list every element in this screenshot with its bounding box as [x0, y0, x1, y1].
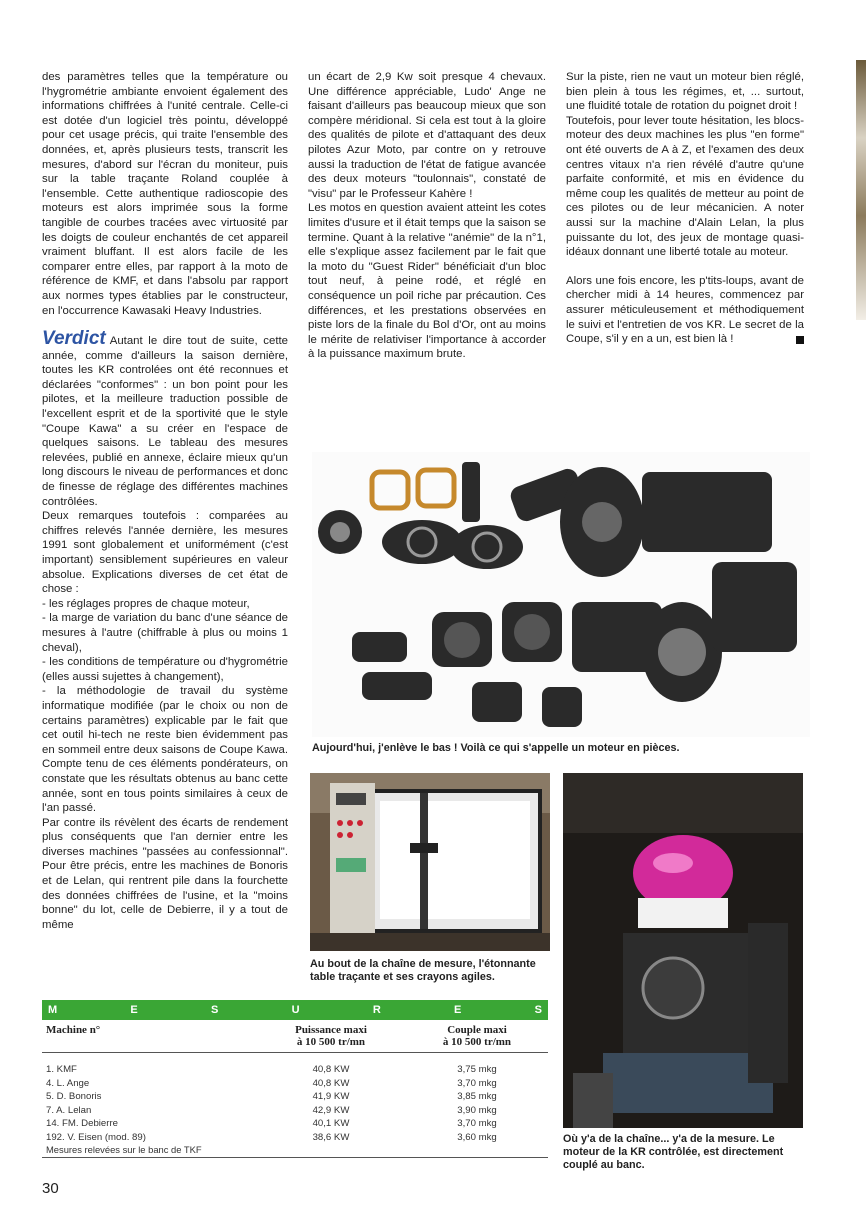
plotter-table-illustration: [310, 773, 550, 951]
column-header-torque: Couple maxi à 10 500 tr/mn: [442, 1024, 512, 1048]
cell-power: 40,8 KW: [312, 1064, 350, 1075]
cell-torque: 3,60 mkg: [457, 1131, 497, 1143]
text-column-1: [42, 70, 288, 932]
cell-power: 41,9 KW: [312, 1091, 350, 1102]
list-item: - la méthodologie de travail du système informatique modifiée (par le choix ou non de certains paramètres) explicable par le fait que cet outil hi-tech ne reste bien évidemment pas en sommeil entre deux saisons de Coupe Kawa. Compte tenu de ces éléments pondérateurs, on constate que les résultats obtenus au banc cette année, sont en tous points similaires à ceux de l'an passé.: [42, 685, 288, 815]
banner-letter: U: [291, 1004, 300, 1016]
cell-torque: 3,75 mkg: [457, 1064, 497, 1075]
cell-machine: 1. KMF: [46, 1064, 77, 1075]
cell-machine: 7. A. Lelan: [46, 1104, 92, 1116]
paragraph: Deux remarques toutefois : comparées au chiffres relevés l'année dernière, les mesures 1991 sont globalement et uniformément (c'est important) sensiblement supérieures en valeur absolue. Explications diverses de cet état de chose :: [42, 510, 288, 596]
engine-parts-photo: [312, 452, 810, 737]
table-body: [42, 1053, 548, 1144]
engine-parts-illustration: [312, 452, 810, 737]
verdict-paragraph: [42, 328, 288, 509]
list-item: - la marge de variation du banc d'une séance de mesures à l'autre (chiffrable à plus ou moins 1 cheval),: [42, 612, 288, 654]
paragraph: des paramètres telles que la température ou l'hygrométrie ambiante envoient également des informations chiffrées à l'unité centrale. Celle-ci est dotée d'un logiciel très pointu, développé pour cet usage précis, qui traite l'ensemble des données, et, après plusieurs tests, transcrit les mesures, d'abord sur l'écran du moniteur, puis sur la table traçante Roland couplée à l'ensemble. Cette authentique radioscopie des moteurs est alors imprimée sous la forme tangible de courbes tracées avec virtuosité par les doigts de couleur enchantés de cet appareil vraiment bluffant. Il est alors facile de les comparer entre elles, par rapport à la moto de référence de KMF, et dans l'absolu par rapport aux normes types établies par le constructeur, en l'occurrence Kawasaki Heavy Industries.: [42, 71, 288, 317]
column-header-machine: Machine n°: [46, 1024, 101, 1036]
table-footnote: Mesures relevées sur le banc de TKF: [42, 1144, 548, 1158]
measurements-table: [42, 1000, 548, 1158]
cell-torque: 3,85 mkg: [457, 1091, 497, 1102]
banner-letter: E: [454, 1004, 462, 1016]
cell-torque: 3,70 mkg: [457, 1118, 497, 1129]
cell-machine: 4. L. Ange: [46, 1077, 90, 1089]
column-header-power: Puissance maxi à 10 500 tr/mn: [295, 1024, 367, 1048]
banner-letter: E: [130, 1004, 138, 1016]
banner-letter: S: [211, 1004, 219, 1016]
cell-torque: 3,90 mkg: [457, 1104, 497, 1116]
cell-power: 40,1 KW: [312, 1118, 350, 1129]
list-item: - les réglages propres de chaque moteur,: [42, 597, 250, 610]
text-column-2: [308, 70, 546, 362]
table-row: [42, 1104, 548, 1118]
dyno-bench-photo: [563, 773, 803, 1128]
paragraph: Sur la piste, rien ne vaut un moteur bien réglé, bien plein à tous les régimes, et, ... surtout, une fluidité totale de rotation du poignet droit !: [566, 71, 804, 113]
paragraph: Par contre ils révèlent des écarts de rendement plus conséquents que l'an dernier entre les diverses machines "passées au confessionnal". Pour être précis, entre les machines de Bonoris et de Lelan, qui rentrent pile dans la fourchette des données chiffrées de l'usine, et la "moins bonne" du lot, celle de Debierre, il y a tout de même: [42, 816, 288, 931]
plotter-table-caption: Au bout de la chaîne de mesure, l'étonnante table traçante et ses crayons agiles.: [310, 958, 536, 983]
banner-letter: M: [48, 1004, 58, 1016]
engine-parts-caption: Aujourd'hui, j'enlève le bas ! Voilà ce qui s'appelle un moteur en pièces.: [312, 742, 680, 754]
end-of-article-mark: [796, 336, 804, 344]
text-column-3: [566, 70, 804, 347]
table-header: [42, 1020, 548, 1053]
cell-machine: 5. D. Bonoris: [46, 1091, 102, 1102]
table-row: [42, 1131, 548, 1145]
table-row: [42, 1063, 548, 1077]
cell-torque: 3,70 mkg: [457, 1077, 497, 1089]
paragraph: Toutefois, pour lever toute hésitation, les blocs-moteur des deux machines les plus "en forme" ont été ouverts de A à Z, et l'examen des deux centres vitaux n'a rien révélé d'autre qu'une parfaite conformité, et mis en évidence du même coup les qualités de metteur au point de ces pilotes ou de leur mécanicien. A noter aussi sur la machine d'Alain Lelan, la plus puissante du lot, des jeux de montage quasi-idéaux donnant une liberté totale au moteur.: [566, 114, 804, 259]
cell-machine: 14. FM. Debierre: [46, 1118, 118, 1129]
dyno-bench-caption: Où y'a de la chaîne... y'a de la mesure. Le moteur de la KR contrôlée, est directement couplé au banc.: [563, 1133, 784, 1171]
cell-power: 38,6 KW: [312, 1131, 350, 1143]
plotter-table-photo: [310, 773, 550, 951]
cell-machine: 192. V. Eisen (mod. 89): [46, 1131, 146, 1143]
table-row: [42, 1117, 548, 1131]
table-row: [42, 1090, 548, 1104]
banner-letter: S: [534, 1004, 542, 1016]
page-number: 30: [42, 1180, 59, 1197]
banner-letter: R: [372, 1004, 381, 1016]
closing-text: Alors une fois encore, les p'tits-loups, avant de chercher midi à 14 heures, commencez par assurer méticuleusement et méthodiquement le suivi et l'entretien de vos KR. Le secret de la Coupe, s'il y en a un, est bien là !: [566, 274, 804, 346]
paragraph: un écart de 2,9 Kw soit presque 4 chevaux. Une différence appréciable, Ludo' Ange ne faisant d'ailleurs pas beaucoup mieux que son compère méridional. Si cela est tout à la gloire des qualités de pilote et d'attaquant des deux pilotes Azur Moto, par contre on y retrouve aussi la traduction de l'état de fatigue avancée des deux moteurs "toulonnais", constaté de "visu" par le Professeur Kahère !: [308, 71, 546, 200]
verdict-text: Autant le dire tout de suite, cette année, comme d'ailleurs la saison dernière, toutes les KR controlées ont été reconnues et déclarées "conformes" : un bon point pour les pilotes, et la meilleure traduction possible de l'excellent esprit et de la sportivité que le style "Coupe Kawa" a su créer en l'espace de quelques saisons. Le tableau des mesures relevées, publié en annexe, éclaire mieux qu'un long discours le niveau de performances et donc de finesse de réglage des différentes machines contrôlées.: [42, 335, 288, 508]
dyno-bench-illustration: [563, 773, 803, 1128]
list-item: - les conditions de température ou d'hygrométrie (elles aussi sujettes à changement),: [42, 656, 288, 683]
cell-power: 42,9 KW: [312, 1104, 350, 1116]
page-edge-photo-strip: [856, 60, 866, 320]
paragraph: Les motos en question avaient atteint les cotes limites d'usure et il était temps que la saison se termine. Quant à la relative "anémie" de la n°1, elle s'explique assez facilement par le fait que la moto du "Guest Rider" bénéficiait d'un bloc tout neuf, à peine rodé, et réglé en conséquence un poil riche par précaution. Ces différences, et les prestations observées en piste lors de la finale du Bol d'Or, ont au moins le mérite de relativiser l'importance à accorder à la puissance maximum brute.: [308, 202, 546, 361]
table-row: [42, 1077, 548, 1091]
verdict-heading: Verdict: [42, 328, 106, 350]
cell-power: 40,8 KW: [312, 1077, 350, 1089]
paragraph: [566, 274, 804, 347]
table-banner: [42, 1000, 548, 1020]
